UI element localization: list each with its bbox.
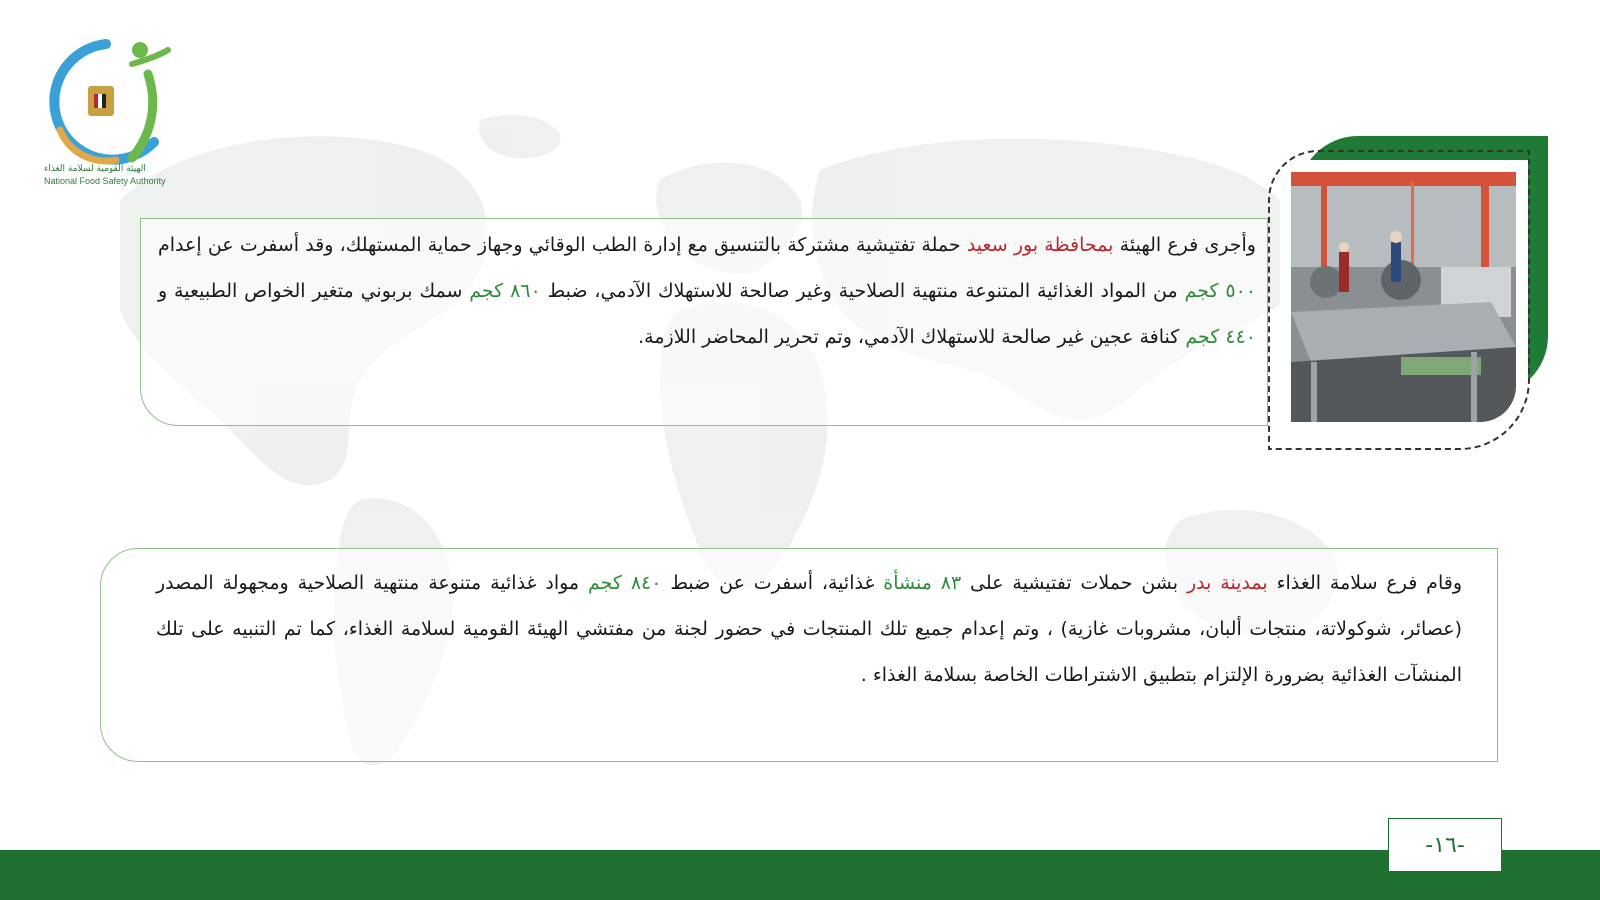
page-number: -١٦-: [1388, 818, 1502, 872]
factory-inspection-photo: [1291, 172, 1516, 422]
p2-text-2: بشن حملات تفتيشية على: [961, 572, 1187, 594]
p2-location: بمدينة بدر: [1186, 572, 1268, 594]
p1-quantity-2: ٨٦٠ كجم: [469, 280, 541, 302]
p2-text-3: غذائية، أسفرت عن ضبط: [661, 572, 884, 594]
p2-text-1: وقام فرع سلامة الغذاء: [1267, 572, 1462, 594]
p2-quantity-2: ٨٤٠ كجم: [587, 572, 662, 594]
p2-text-4: مواد غذائية متنوعة منتهية الصلاحية ومجهولة المصدر (عصائر، شوكولاتة، منتجات ألبان، مشروبات غازية) ، وتم إعدام جميع تلك المنتجات في حضور لجنة من مفتشي الهيئة القومية لسلامة الغذاء، كما تم التنبيه على تلك المنشآت الغذائية بضرورة الإلتزام بتطبيق الاشتراطات الخاصة بسلامة الغذاء .: [156, 572, 1462, 686]
p1-text-3: من المواد الغذائية المتنوعة منتهية الصلاحية وغير صالحة للاستهلاك الآدمي، ضبط: [540, 280, 1185, 302]
svg-text:NFSA: NFSA: [127, 103, 149, 136]
paragraph-port-said: [158, 222, 1256, 360]
footer-bar: [0, 850, 1600, 900]
paragraph-badr: [156, 560, 1462, 698]
p1-quantity-1: ٥٠٠ كجم: [1184, 280, 1257, 302]
p1-text-1: وأجرى فرع الهيئة: [1113, 234, 1256, 256]
p1-text-2: حملة تفتيشية مشتركة بالتنسيق مع إدارة الطب الوقائي وجهاز حماية المستهلك، وقد أسفرت عن إعدام: [158, 234, 967, 256]
p1-text-4: سمك بربوني متغير الخواص الطبيعية و: [158, 280, 470, 302]
p2-quantity-1: ٨٣ منشأة: [883, 572, 962, 594]
logo-english-name: National Food Safety Authority: [44, 176, 166, 186]
p1-location: بمحافظة بور سعيد: [966, 234, 1114, 256]
logo-arabic-name: الهيئة القومية لسلامة الغذاء: [44, 164, 146, 174]
p1-text-5: كنافة عجين غير صالحة للاستهلاك الآدمي، وتم تحرير المحاضر اللازمة.: [638, 326, 1186, 348]
p1-quantity-3: ٤٤٠ كجم: [1185, 326, 1256, 348]
